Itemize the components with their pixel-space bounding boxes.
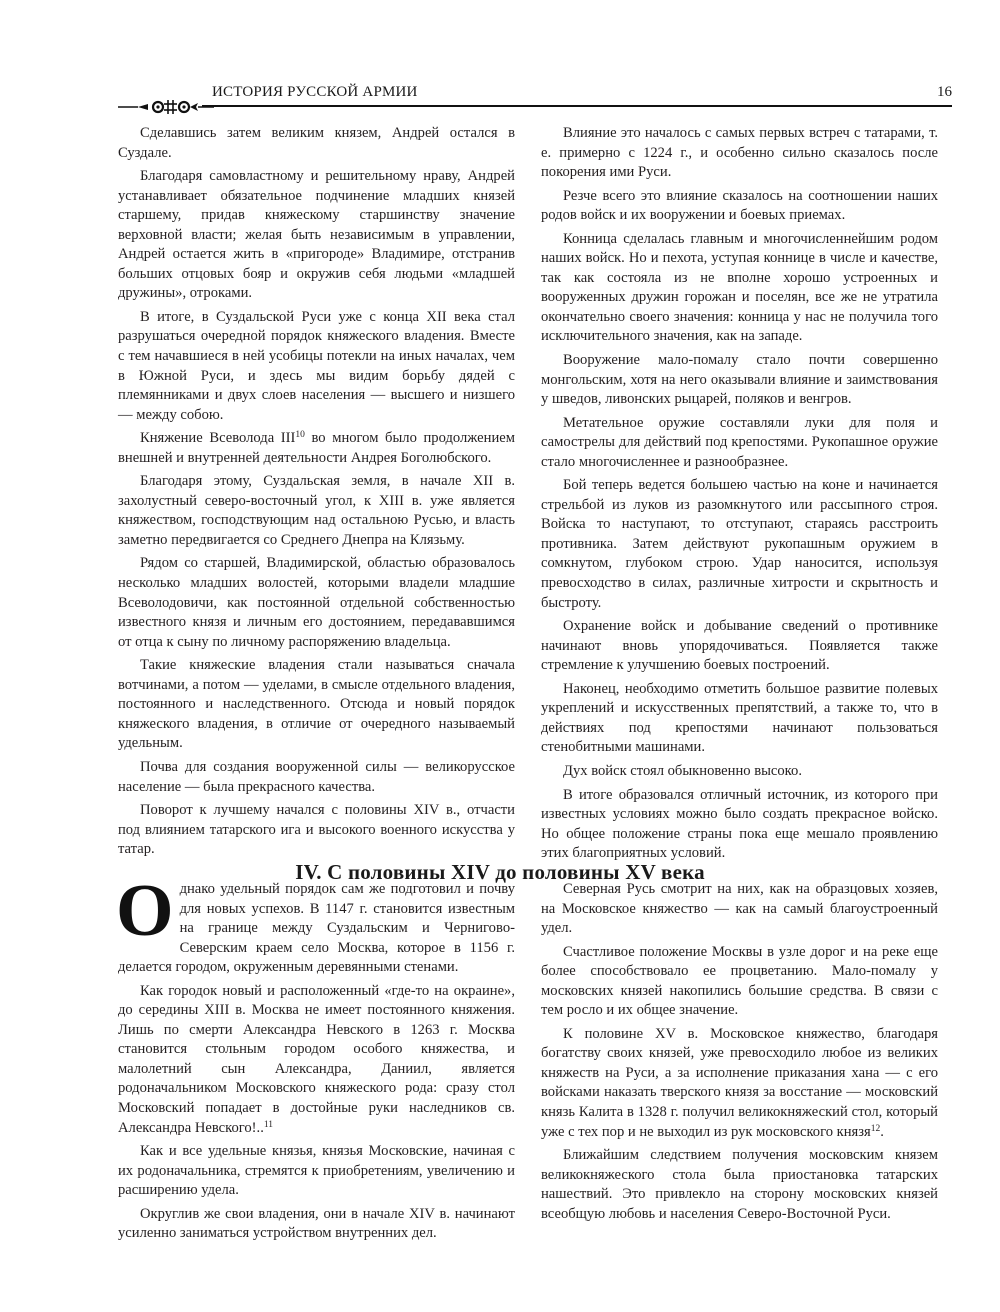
paragraph: Сделавшись затем великим князем, Андрей остался в Суздале. [118,125,515,161]
paragraph: Почва для создания вооруженной силы — великорусское население — была прекрасного качества. [118,758,515,795]
drop-cap: О [116,870,174,952]
section-heading: IV. С половины XIV до половины XV века [295,860,705,885]
paragraph [541,1025,938,1142]
paragraph: Благодаря этому, Суздальская земля, в начале XII в. захолустный северо-восточный угол, к XIII в. уже является княжеством, господствующим над остальною Русью, и власть заметно передвигается со Среднего Днепра на Клязьму. [118,473,515,548]
paragraph: Охранение войск и добывание сведений о противнике начинают вновь упорядочиваться. Появляется также стремление к улучшению боевых построений. [541,618,938,674]
paragraph: Бой теперь ведется большею частью на коне и начинается стрельбой из луков из разомкнутого или рассыпного строя. Войска то наступают, то отступают, стараясь расстроить противника. Затем действуют рукопашным оружием в сомкнутом, глубоком строю. Удар наносится, используя превосходство в силах, различные хитрости и скрытность и быстроту. [541,477,938,611]
paragraph: Конница сделалась главным и многочисленнейшим родом наших войск. Но и пехота, уступая коннице в числе и качестве, так как состояла из не вполне хорошо устроенных и вооруженных дружин горожан и поселян, все же не утратила окончательно своего значения: конница у нас не получила того исключительного значения, как на западе. [541,230,938,345]
paragraph: Благодаря самовластному и решительному нраву, Андрей устанавливает обязательное подчинение младших князей старшему, придав княжескому старшинству значение верховной власти; желая быть независимым в управлении, Андрей остается жить в «пригороде» Владимире, отстранив больших отцовых бояр и окружив себя людьми «младшей дружины», отроками. [118,168,515,302]
paragraph: Наконец, необходимо отметить большое развитие полевых укреплений и искусственных препятствий, а также то, что в действиях под крепостями начинают пользоваться стенобитными машинами. [541,680,938,756]
paragraph: Округлив же свои владения, они в начале XIV в. начинают усиленно заниматься устройством внутренних дел. [118,1205,515,1242]
header-rule [202,105,952,107]
decorative-ornament-icon [118,96,214,116]
paragraph: Поворот к лучшему начался с половины XIV в., отчасти под влиянием татарского ига и высокого военного искусства у татар. [118,802,515,858]
paragraph [118,982,515,1138]
paragraph: Такие княжеские владения стали называться сначала вотчинами, а потом — уделами, в смысле отдельного владения, постоянного и наследственного. Отсюда и новый порядок княжеского владения, в отличие от очередного называемый удельным. [118,657,515,752]
paragraph: Как и все удельные князья, князья Московские, начиная с их родоначальника, стремятся к приобретениям, увеличению и расширению удела. [118,1143,515,1199]
paragraph-text: Княжение Всеволода III [140,430,296,447]
paragraph: Дух войск стоял обыкновенно высоко. [563,762,802,779]
page-number: 16 [937,84,952,100]
top-right-column [541,124,938,868]
paragraph: Метательное оружие составляли луки для поля и самострелы для действий под крепостями. Рукопашное оружие стало многочисленнее и разнообразнее. [541,414,938,470]
paragraph: Вооружение мало-помалу стало почти совершенно монгольским, хотя на него оказывали влияние и заимствования у шведов, ливонских рыцарей, поляков и венгров. [541,352,938,408]
paragraph-text: днако удельный порядок сам же подготовил и почву для новых успехов. В 1147 г. становится известным на границе между Суздальским и Черниговo-Северским краем село Москва, которое в 1156 г. делается городом, окруженным деревянными стенами. [118,881,515,976]
paragraph: Влияние это началось с самых первых встреч с татарами, т. е. примерно с 1224 г., и особенно сильно сказалось после покорения ими Руси. [541,125,938,181]
opening-paragraph [116,870,515,978]
paragraph-text: во многом было продолжением внешней и внутренней деятельности Андрея Боголюбского. [118,430,515,466]
bottom-right-column [541,880,938,1228]
top-left-column [118,124,515,864]
paragraph: Резче всего это влияние сказалось на соотношении наших родов войск и их вооружении и боевых приемах. [541,187,938,224]
footnote-marker[interactable]: 11 [263,1119,273,1130]
paragraph-text: . [880,1123,884,1140]
paragraph: В итоге, в Суздальской Руси уже с конца XII века стал разрушаться очередной порядок княжеского владения. Вместе с тем начавшиеся в ней усобицы потекли на иных началах, чем в Южной Руси, и здесь мы видим борьбу дядей с племянниками и двух слоев населения — высшего и низшего — между собою. [118,308,515,423]
paragraph: Счастливое положение Москвы в узле дорог и на реке еще более способствовало ее процветанию. Мало-помалу у московских князей накопились большие средства. В связи с тем росло и их общее значение. [541,943,938,1019]
book-title: ИСТОРИЯ РУССКОЙ АРМИИ [212,84,418,100]
paragraph: Северная Русь смотрит на них, как на образцовых хозяев, на Московское княжество — как на самый благоустроенный удел. [541,881,938,937]
footnote-marker[interactable]: 10 [295,430,305,441]
paragraph: В итоге образовался отличный источник, из которого при известных условиях можно было создать прекрасное войско. Но общее положение страны пока еще мешало проявлению этих благоприятных условий. [541,786,938,862]
running-header [118,80,952,110]
bottom-left-column [116,870,515,1248]
paragraph [118,429,515,468]
paragraph: Рядом со старшей, Владимирской, областью образовалось несколько младших волостей, которыми владели младшие Всеволодовичи, как постоянной отдельной собственностью известного князя и личным его достоянием, передававшимся от отца к сыну по личному распоряжению владельца. [118,555,515,650]
footnote-marker[interactable]: 12 [870,1123,881,1134]
paragraph-text: К половине XV в. Московское княжество, благодаря богатству своих князей, уже превосходило любое из великих княжеств на Руси, а за исполнение приказания хана — с его войсками наказать тверского князя за восстание — московский князь Калита в 1328 г. получил великокняжеский стол, который уже с тех пор и не выходил из рук московского князя [541,1025,938,1140]
paragraph-text: Как городок новый и расположенный «где-то на окраине», до середины XIII в. Москва не имеет постоянного княжения. Лишь по смерти Александра Невского в 1263 г. Москва становится стольным городом особого княжества, и малолетний сын Александра, Даниил, является родоначальником Московского княжеского рода: сразу стол Московский попадает в достойные руки наследников св. Александра Невского!.. [118,982,515,1136]
paragraph: Ближайшим следствием получения московским князем великокняжеского стола была приостановка татарских нашествий. Это привлекло на сторону московских князей всеобщую любовь и населения Северо-Восточной Руси. [541,1147,938,1222]
